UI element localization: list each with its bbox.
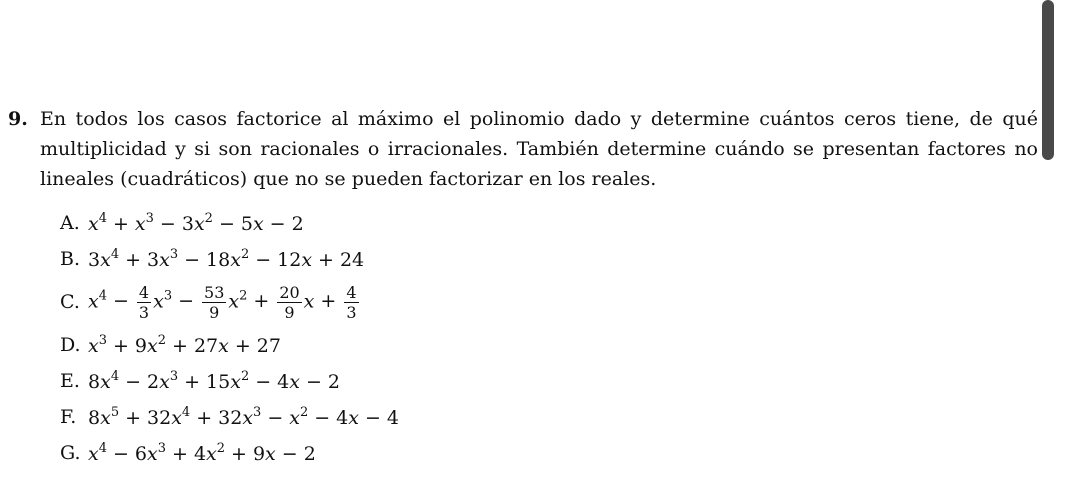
option-g <box>60 435 399 471</box>
option-b <box>60 241 399 277</box>
scrollbar[interactable] <box>1042 0 1054 160</box>
option-c <box>60 277 399 327</box>
problem-text: En todos los casos factorice al máximo el polinomio dado y determine cuántos ceros tiene, de qué multiplicidad y si son racionales o irracionales. También determine cuándo se presentan factores no lineales (cuadráticos) que no se pueden factorizar en los reales. <box>40 108 1038 190</box>
option-letter: E. <box>60 370 80 392</box>
polynomial-expression: $x^4 - 6x^3 + 4x^2 + 9x - 2$ <box>88 441 316 465</box>
polynomial-expression: $x^4 + x^3 - 3x^2 - 5x - 2$ <box>88 211 304 235</box>
option-letter: B. <box>60 248 81 270</box>
polynomial-expression: $3x^4 + 3x^3 - 18x^2 - 12x + 24$ <box>88 247 365 271</box>
polynomial-expression: $x^3 + 9x^2 + 27x + 27$ <box>88 333 281 357</box>
options-list <box>60 205 399 471</box>
problem-number: 9. <box>8 108 28 130</box>
option-letter: C. <box>60 291 80 313</box>
polynomial-expression: $x^4$ − $\frac{4}{3}$ $x^3$ − $\frac{53}{9}$ $x^2$ + $\frac{20}{9}$ x + $\frac{4}{3}$ <box>88 282 357 322</box>
option-f <box>60 399 399 435</box>
option-letter: G. <box>60 442 81 464</box>
polynomial-expression: $8x^4 - 2x^3 + 15x^2 - 4x - 2$ <box>88 369 340 393</box>
option-e <box>60 363 399 399</box>
polynomial-expression: $8x^5 + 32x^4 + 32x^3 - x^2 - 4x - 4$ <box>88 405 399 429</box>
problem-statement <box>8 104 1038 194</box>
option-a <box>60 205 399 241</box>
option-letter: A. <box>60 212 80 234</box>
option-letter: F. <box>60 406 77 428</box>
option-d <box>60 327 399 363</box>
option-letter: D. <box>60 334 81 356</box>
